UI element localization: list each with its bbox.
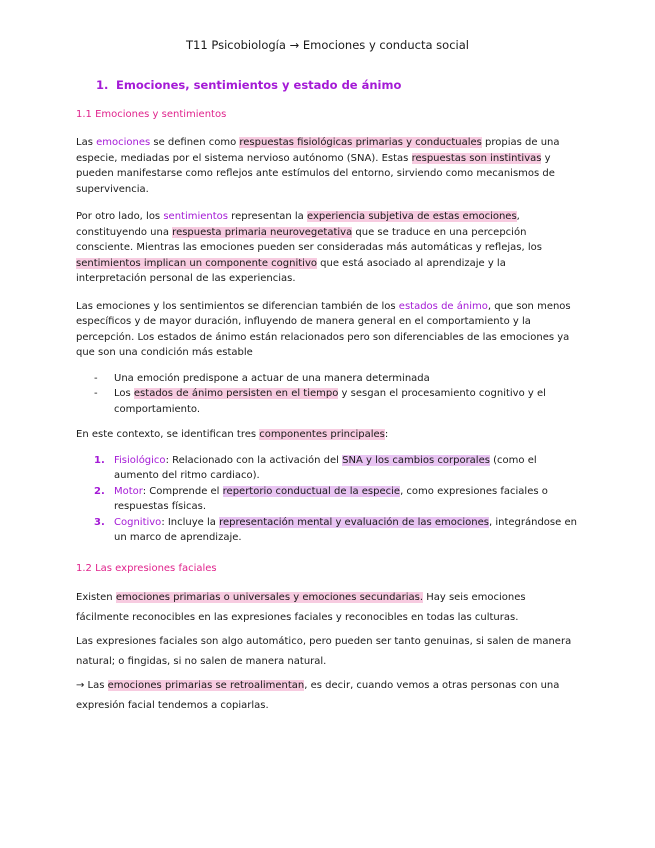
text: → Las [76,679,108,691]
section-heading [96,78,579,92]
text: Existen [76,591,116,603]
text: , es decir, cuando vemos a otras personas con una expresión facial tendemos a copiarlas. [76,679,560,711]
paragraph-estados-de-animo [76,299,579,361]
text: propias de una especie, mediadas por el sistema nervioso autónomo (SNA). Estas [76,137,560,164]
keyword: sentimientos [163,211,228,222]
text: Por otro lado, los [76,211,164,222]
text: Una emoción predispone a actuar de una manera determinada [114,372,430,384]
text: Las [76,137,97,148]
text: que está asociado al aprendizaje y la interpretación personal de las experiencias. [76,257,506,284]
list-number: 2. [94,485,105,497]
keyword: Cognitivo [114,516,162,528]
text: Las emociones y los sentimientos se diferencian también de los [76,300,399,312]
text: que se traduce en una percepción consciente. Mientras las emociones pueden ser consideradas más automáticas y reflejas, los [76,226,542,253]
text: y pueden manifestarse como reflejos ante estímulos del entorno, sirviendo como mecanismos de supervivencia. [76,152,555,195]
subsection-heading-emociones: 1.1 Emociones y sentimientos [76,109,227,120]
highlight: SNA y los cambios corporales [342,454,490,466]
text: En este contexto, se identifican tres [76,429,260,440]
text: : Relacionado con la activación del [165,454,343,466]
list-item-motor [76,484,579,515]
text: Hay seis emociones fácilmente reconocibles en las expresiones faciales y reconocibles en todas las culturas. [76,591,526,623]
paragraph-emociones [76,135,579,197]
dash-marker: - [94,388,98,399]
keyword: estados de ánimo [398,300,488,312]
highlight: respuestas fisiológicas primarias y conductuales [239,137,482,148]
text: (como el aumento del ritmo cardiaco). [114,454,537,481]
text: , constituyendo una [76,211,520,238]
text: : Incluye la [161,516,220,528]
text: , como expresiones faciales o respuestas físicas. [114,485,548,512]
highlight: experiencia subjetiva de estas emociones [306,211,517,222]
highlight: emociones primarias o universales y emociones secundarias. [115,591,424,603]
keyword: emociones [96,137,151,148]
highlight: sentimientos implican un componente cognitivo [76,257,317,269]
list-number: 3. [94,516,105,528]
dash-marker: - [94,372,98,384]
highlight: representación mental y evaluación de las emociones [219,516,489,528]
text: : Comprende el [142,485,223,497]
section-number: 1. [96,78,109,92]
list-item [76,371,579,387]
keyword: Fisiológico [114,454,166,466]
paragraph-sentimientos [76,209,579,287]
text: se definen como [150,137,240,148]
document-title: T11 Psicobiología → Emociones y conducta social [186,38,469,52]
highlight: estados de ánimo persisten en el tiempo [133,388,339,399]
section-heading-text: Emociones, sentimientos y estado de ánimo [116,78,402,92]
highlight: respuesta primaria neurovegetativa [172,226,353,238]
text: y sesgan el procesamiento cognitivo y el comportamiento. [114,388,546,415]
list-item-fisiologico [76,453,579,484]
components-list [76,453,579,546]
text: : [384,429,389,440]
bullet-list [76,371,579,418]
list-number: 1. [94,454,105,466]
text: Los [114,388,134,399]
highlight: repertorio conductual de la especie [222,485,401,497]
subsection-heading-expresiones: 1.2 Las expresiones faciales [76,562,217,574]
list-item-cognitivo [76,515,579,546]
highlight: emociones primarias se retroalimentan [107,679,305,691]
paragraph-expresiones: Las expresiones faciales son algo automático, pero pueden ser tanto genuinas, si salen de manera natural; o fingidas, si no salen de manera natural. [76,635,572,667]
text: representan la [228,211,307,222]
paragraph-retroalimentacion [76,676,579,716]
highlight: componentes principales [259,429,385,440]
text: , que son menos específicos y de mayor duración, influyendo de manera general en el comportamiento y la percepción. Los estados de ánimo están relacionados pero son diferenciables de las emociones ya que son una condición más estable [76,300,571,358]
paragraph-emociones-primarias [76,588,579,628]
text: , integrándose en un marco de aprendizaje. [114,516,577,543]
keyword: Motor [114,485,143,497]
paragraph-componentes [76,427,579,443]
list-item [76,386,579,417]
highlight: respuestas son instintivas [411,152,542,164]
